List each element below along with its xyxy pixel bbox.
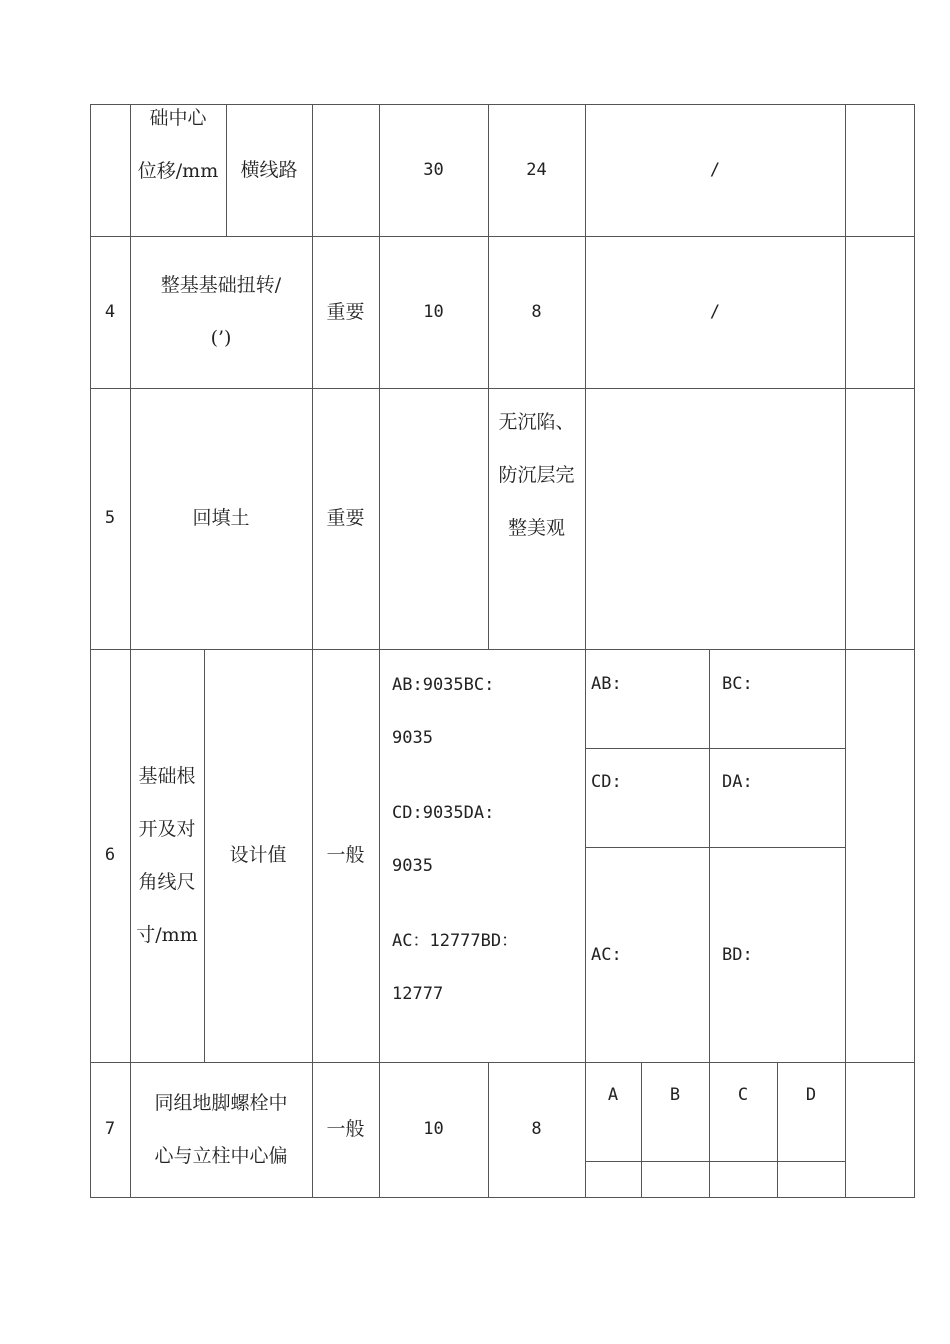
row6-category: 一般: [326, 844, 365, 866]
design-ac-bd-cont: 12777: [392, 984, 444, 1004]
row4-item-line1: 整基基础扭转/: [160, 274, 282, 296]
design-ac-bd: AC：12777BD：: [392, 931, 519, 951]
row7-item-line1: 同组地脚螺栓中: [154, 1091, 288, 1114]
leg-d-header: D: [805, 1085, 817, 1105]
row5-actual-line2: 防沉层完: [498, 464, 575, 486]
row7-standard: 10: [423, 1119, 444, 1139]
measure-da-label: DA:: [722, 772, 753, 792]
row3-standard: 30: [423, 159, 444, 180]
measure-bd-label: BD:: [722, 944, 753, 965]
row3-actual: 24: [526, 159, 547, 180]
design-cd-da-cont: 9035: [392, 856, 433, 876]
leg-b-header: B: [669, 1085, 681, 1105]
row4-actual: 8: [531, 301, 542, 322]
row6-item-line2: 开及对: [138, 817, 196, 840]
row4-no: 4: [104, 301, 116, 322]
row6-item: [130, 649, 204, 1062]
row5-category: 重要: [326, 507, 365, 529]
row6-sub-item: 设计值: [229, 844, 287, 866]
design-ab-bc: AB:9035BC:: [392, 675, 495, 695]
row5-no: 5: [104, 508, 116, 528]
row5-actual: [488, 396, 585, 558]
row6-no: 6: [104, 845, 116, 865]
row4-category: 重要: [326, 300, 365, 323]
row7-no: 7: [104, 1119, 116, 1139]
row4-standard: 10: [423, 301, 444, 322]
row3-item: [130, 92, 226, 226]
measure-cd-label: CD:: [591, 772, 622, 792]
design-ab-bc-cont: 9035: [392, 728, 433, 748]
row5-actual-line3: 整美观: [507, 517, 565, 539]
leg-a-header: A: [607, 1085, 619, 1105]
row3-sub-item: 横线路: [240, 158, 298, 181]
row3-result: /: [709, 159, 721, 180]
row5-actual-line1: 无沉陷、: [498, 411, 575, 433]
measure-bc-label: BC:: [722, 674, 753, 694]
row6-design-values: [392, 659, 582, 1019]
row3-item-line2: 位移/mm: [137, 160, 219, 182]
design-cd-da: CD:9035DA:: [392, 803, 495, 823]
row4-item: [130, 236, 312, 388]
row4-item-line2: (’): [210, 327, 232, 349]
row7-category: 一般: [326, 1118, 365, 1140]
row5-item: 回填土: [192, 507, 250, 529]
row7-actual: 8: [531, 1119, 542, 1139]
row7-item-line2: 心与立柱中心偏: [154, 1144, 288, 1167]
row6-item-line3: 角线尺: [138, 870, 196, 893]
leg-c-header: C: [737, 1085, 749, 1105]
row3-item-line1: 础中心: [149, 107, 207, 129]
measure-ab-label: AB:: [591, 674, 622, 694]
row6-item-line4: 寸/mm: [136, 923, 198, 946]
row6-item-line1: 基础根: [138, 764, 196, 787]
measure-ac-label: AC:: [591, 944, 622, 965]
row4-result: /: [709, 301, 721, 322]
row7-item: [130, 1062, 312, 1197]
